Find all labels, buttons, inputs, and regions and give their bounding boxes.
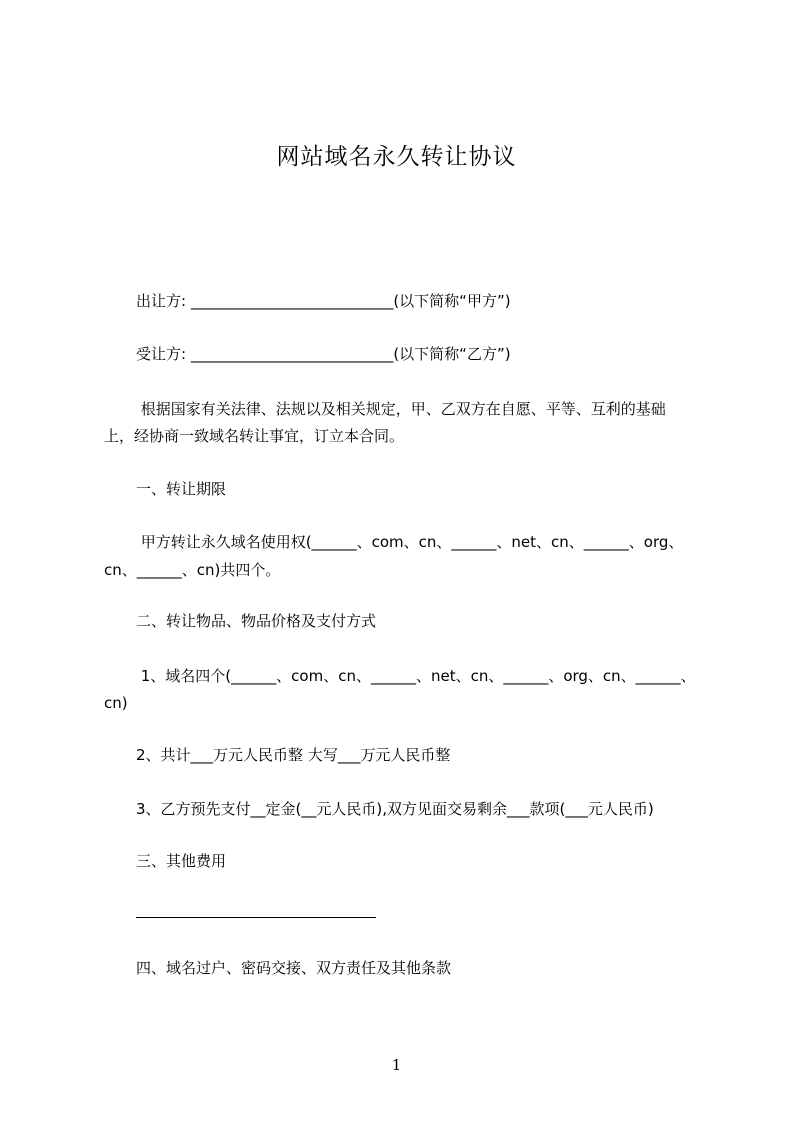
section-4-heading: 四、域名过户、密码交接、双方责任及其他条款 — [136, 959, 452, 977]
preamble-line-1: 根据国家有关法律、法规以及相关规定，甲、乙双方在自愿、平等、互利的基础 — [136, 400, 666, 418]
page-number: 1 — [391, 1056, 402, 1074]
section-1-line-2: cn、______、cn)共四个。 — [104, 561, 281, 579]
transferor-line: 出让方: ___________________________(以下简称“甲方”) — [136, 292, 511, 310]
item-1-line-2: cn) — [104, 694, 128, 712]
section-1-heading: 一、转让期限 — [136, 480, 227, 498]
transferee-line: 受让方: ___________________________(以下简称“乙方”) — [136, 345, 511, 363]
preamble-line-2: 上，经协商一致域名转让事宜，订立本合同。 — [104, 427, 405, 445]
section-2-heading: 二、转让物品、物品价格及支付方式 — [136, 612, 377, 630]
item-1-line-1: 1、域名四个(______、com、cn、______、net、cn、______、org、cn、______、 — [136, 667, 696, 685]
item-3-line: 3、乙方预先支付__定金(__元人民币),双方见面交易剩余___款项(___元人民币) — [136, 800, 654, 818]
item-2-line: 2、共计___万元人民币整 大写___万元人民币整 — [136, 746, 451, 764]
blank-fill-line — [136, 917, 376, 918]
section-3-heading: 三、其他费用 — [136, 852, 227, 870]
section-1-line-1: 甲方转让永久域名使用权(______、com、cn、______、net、cn、______、org、 — [136, 533, 684, 551]
document-title: 网站域名永久转让协议 — [276, 144, 517, 170]
